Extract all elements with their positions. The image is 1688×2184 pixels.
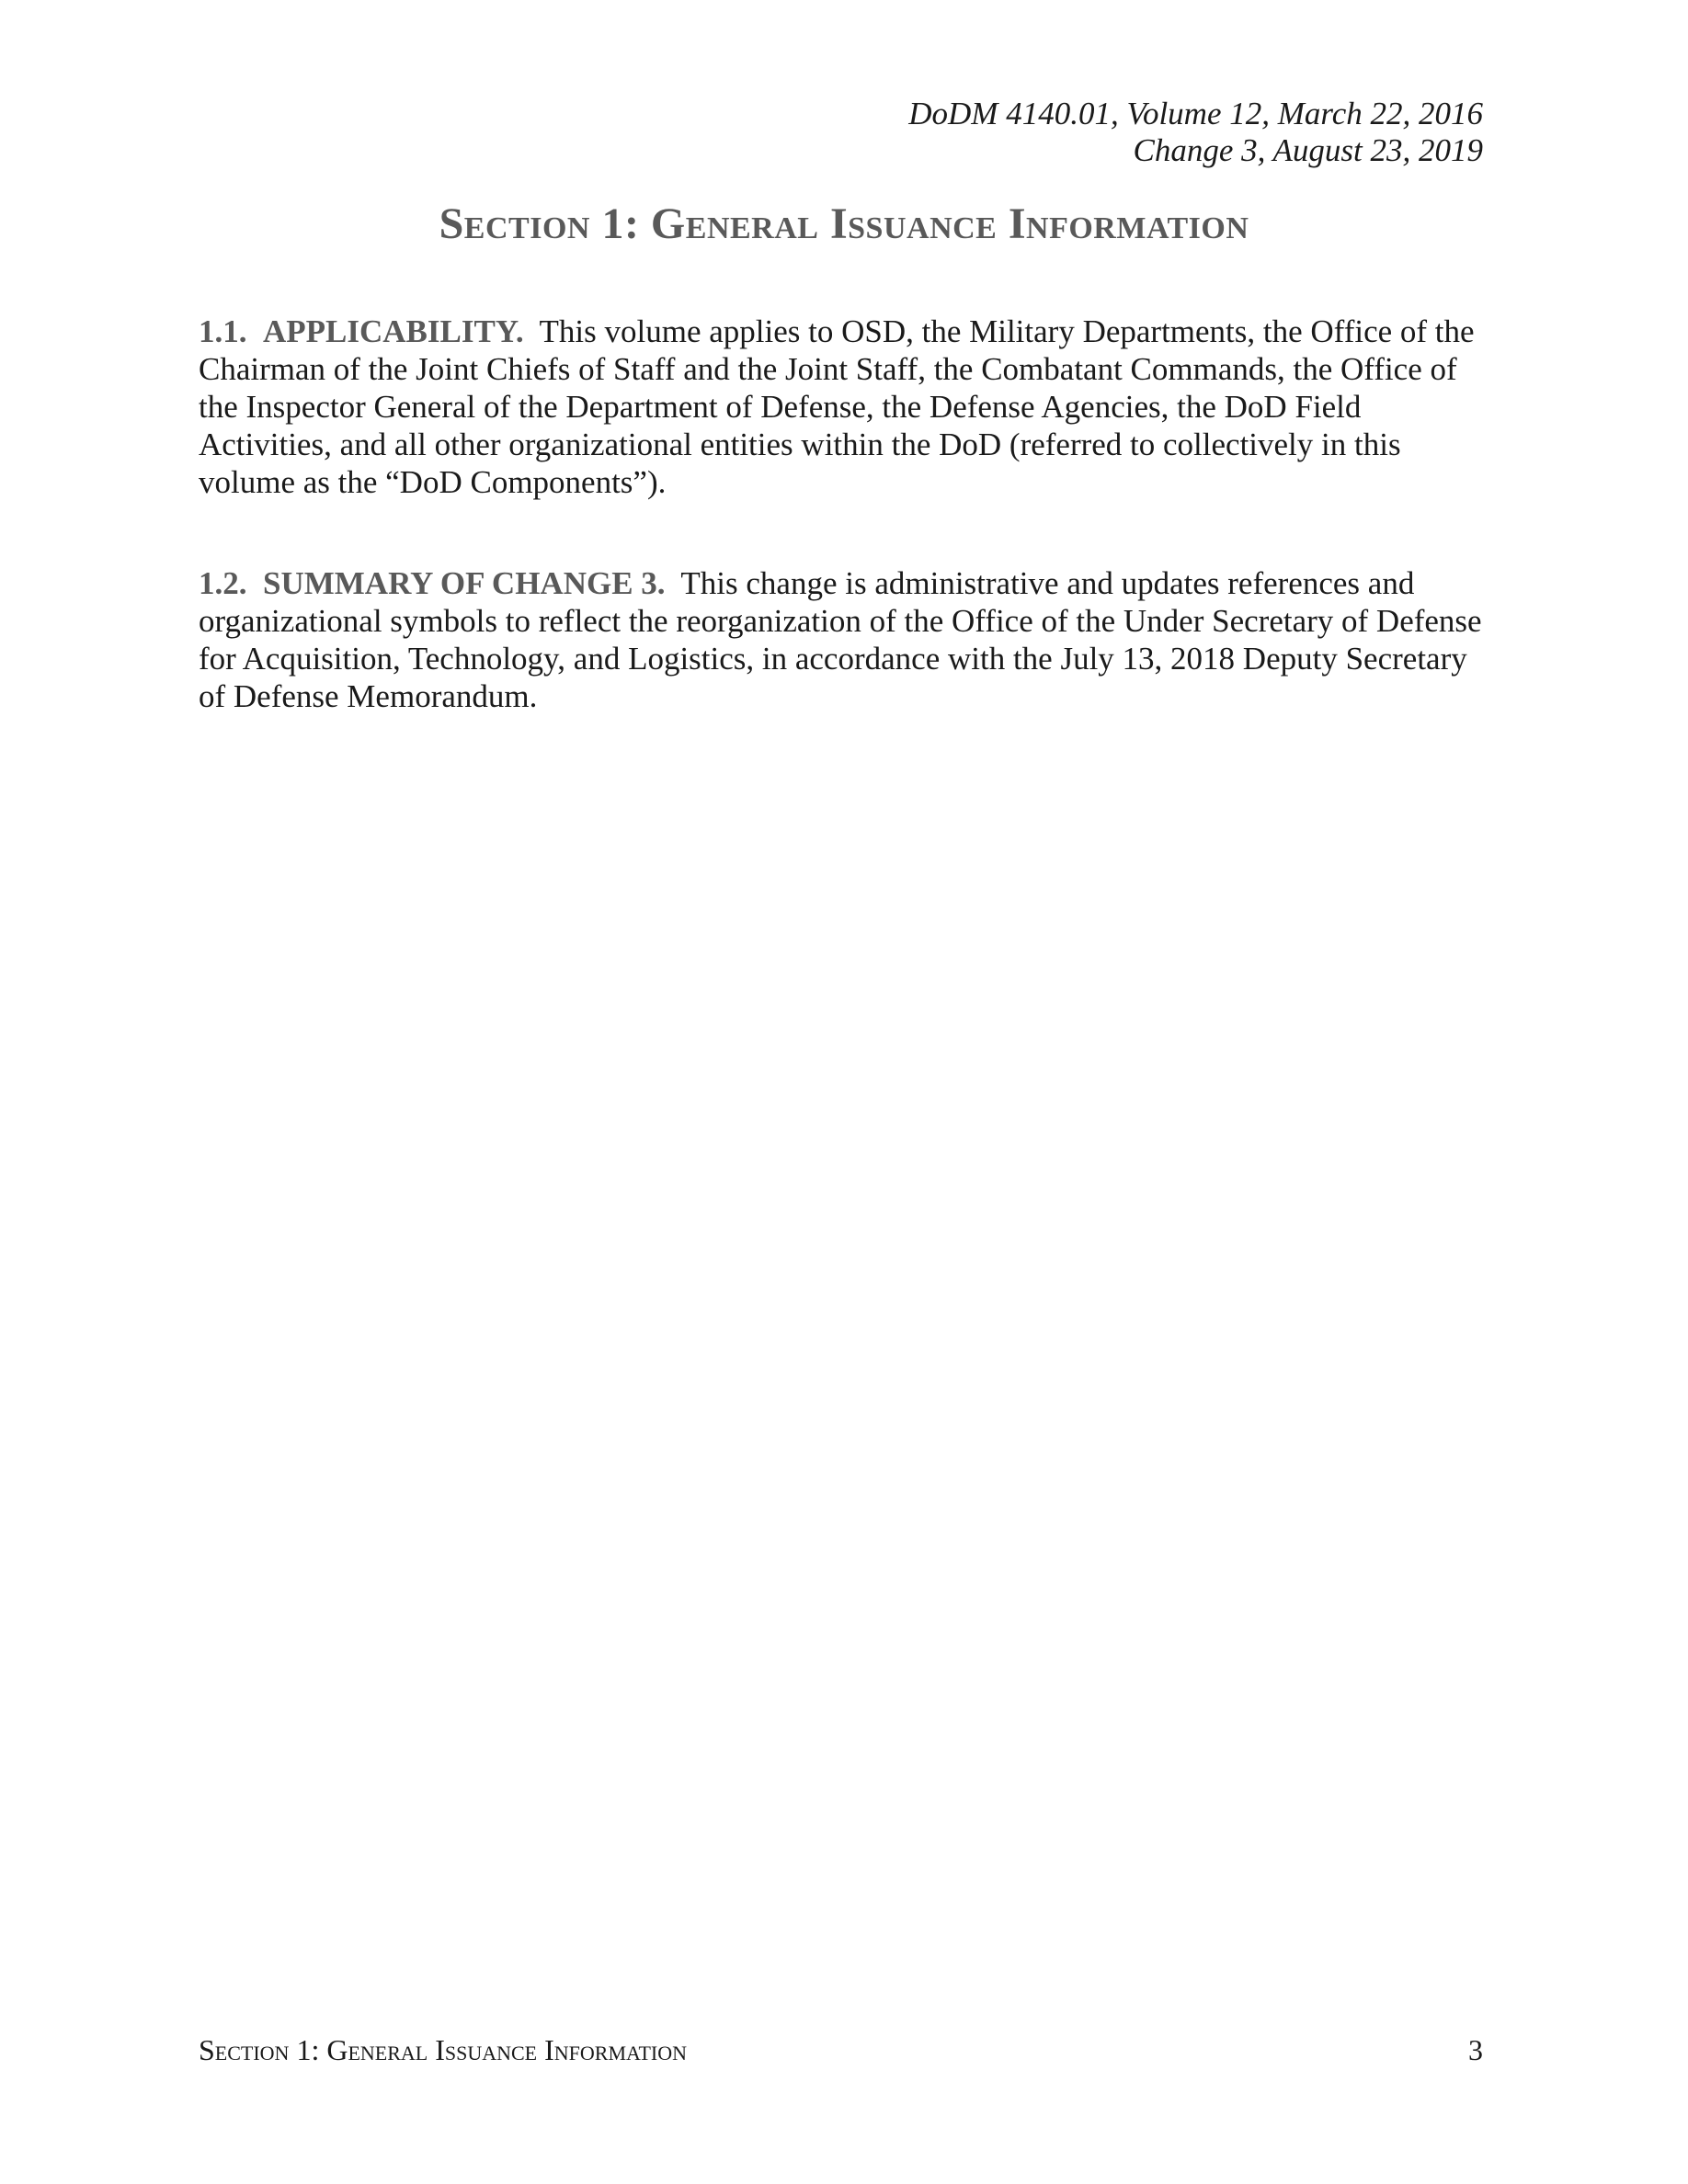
document-footer	[199, 2031, 1483, 2068]
paragraph-summary-of-change	[199, 564, 1486, 715]
paragraph-number: 1.2.	[199, 565, 247, 601]
paragraph-applicability	[199, 313, 1486, 501]
header-line-change: Change 3, August 23, 2019	[1133, 132, 1483, 168]
footer-section-title: Section 1: General Issuance Information	[199, 2033, 688, 2066]
paragraph-number: 1.1.	[199, 313, 247, 349]
paragraph-body: This change is administrative and updates references and organizational symbols to reflect the reorganization of the Office of the Under Secretary of Defense for Acquisition, Technology, and Logistics, in accordance with the July 13, 2018 Deputy Secretary of Defense Memorandum.	[199, 565, 1482, 714]
header-line-volume: DoDM 4140.01, Volume 12, March 22, 2016	[908, 96, 1483, 131]
page-number: 3	[1468, 2033, 1483, 2066]
paragraph-body: This volume applies to OSD, the Military Departments, the Office of the Chairman of the Joint Chiefs of Staff and the Joint Staff, the Combatant Commands, the Office of the Inspector General of the Department of Defense, the Defense Agencies, the DoD Field Activities, and all other organizational entities within the DoD (referred to collectively in this volume as the “DoD Components”).	[199, 313, 1475, 500]
section-title: Section 1: General Issuance Information	[439, 199, 1249, 248]
paragraph-heading: APPLICABILITY.	[263, 313, 524, 349]
paragraph-heading: SUMMARY OF CHANGE 3.	[263, 565, 666, 601]
document-header	[908, 96, 1483, 169]
